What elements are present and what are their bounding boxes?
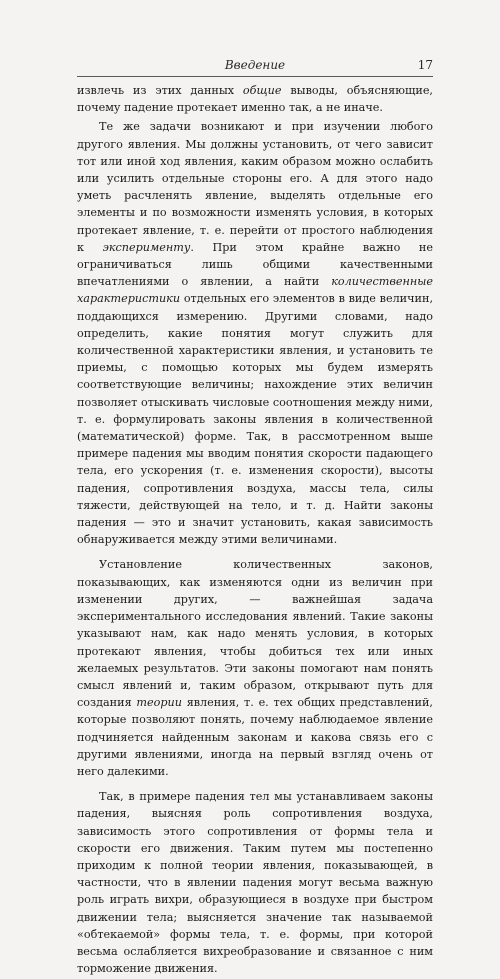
page-number: 17 <box>417 58 433 72</box>
text-run: извлечь из этих данных <box>77 84 243 97</box>
paragraph-3 <box>77 556 433 780</box>
text-run: Те же задачи возникают и при изучении любого другого явления. Мы должны установить, от чего зависит тот или иной ход явления, каким образом можно ослабить или усилить отдельные стороны его. А для этого надо уметь расчленять явление, выделять отдельные его элементы и по возможности изменять условия, в которых протекает явление, т. е. перейти от простого наблюдения к <box>77 120 433 254</box>
paragraph-4 <box>77 788 433 977</box>
emphasis: количественные характеристики <box>77 275 433 306</box>
text-run: Установление количественных законов, показывающих, как изменяются одни из величин при изменении других, — важнейшая задача экспериментального исследования явлений. Такие законы указывают нам, как надо менять условия, в которых протекают явления, чтобы добиться тех или иных желаемых результатов. Эти законы помогают нам понять смысл явлений и, таким образом, открывают путь для создания <box>77 558 433 710</box>
text-run: Так, в примере падения тел мы устанавливаем законы падения, выясняя роль сопротивления воздуха, зависимость этого сопротивления от формы тела и скорости его движения. Таким путем мы постепенно приходим к полной теории явления, показывающей, в частности, что в явлении падения могут весьма важную роль играть вихри, образующиеся в воздухе при быстром движении тела; выясняется значение так называемой «обтекаемой» формы тела, т. е. формы, при которой весьма ослабляется вихреобразование и связанное с ним торможение движения. <box>77 790 433 976</box>
chapter-title: Введение <box>224 58 286 72</box>
text-run: выводы, объясняющие, почему падение протекает именно так, а не иначе. <box>77 84 433 115</box>
text-run: явления, т. е. тех общих представлений, которые позволяют понять, почему наблюдаемое явление подчиняется найденным законам и какова связь его с другими явлениями, иногда на первый взгляд очень от него далекими. <box>77 696 433 778</box>
paragraph-1 <box>77 82 433 116</box>
running-header <box>77 58 433 77</box>
emphasis: эксперименту <box>102 240 191 254</box>
emphasis: общие <box>242 84 282 97</box>
text-run: . При этом крайне важно не ограничиваться лишь общими качественными впечатлениями о явлении, а найти <box>77 240 433 289</box>
emphasis: теории <box>136 696 182 710</box>
page-body <box>77 82 433 979</box>
paragraph-2 <box>77 118 433 548</box>
text-run: отдельных его элементов в виде величин, поддающихся измерению. Другими словами, надо определить, какие понятия могут служить для количественной характеристики явления, и установить те приемы, с помощью которых мы будем измерять соответствующие величины; нахождение этих величин позволяет отыскивать числовые соотношения между ними, т. е. формулировать законы явления в количественной (математической) форме. Так, в рассмотренном выше примере падения мы вводим понятия скорости падающего тела, его ускорения (т. е. изменения скорости), высоты падения, сопротивления воздуха, массы тела, силы тяжести, действующей на тело, и т. д. Найти законы падения — это и значит установить, какая зависимость обнаруживается между этими величинами. <box>77 292 433 547</box>
